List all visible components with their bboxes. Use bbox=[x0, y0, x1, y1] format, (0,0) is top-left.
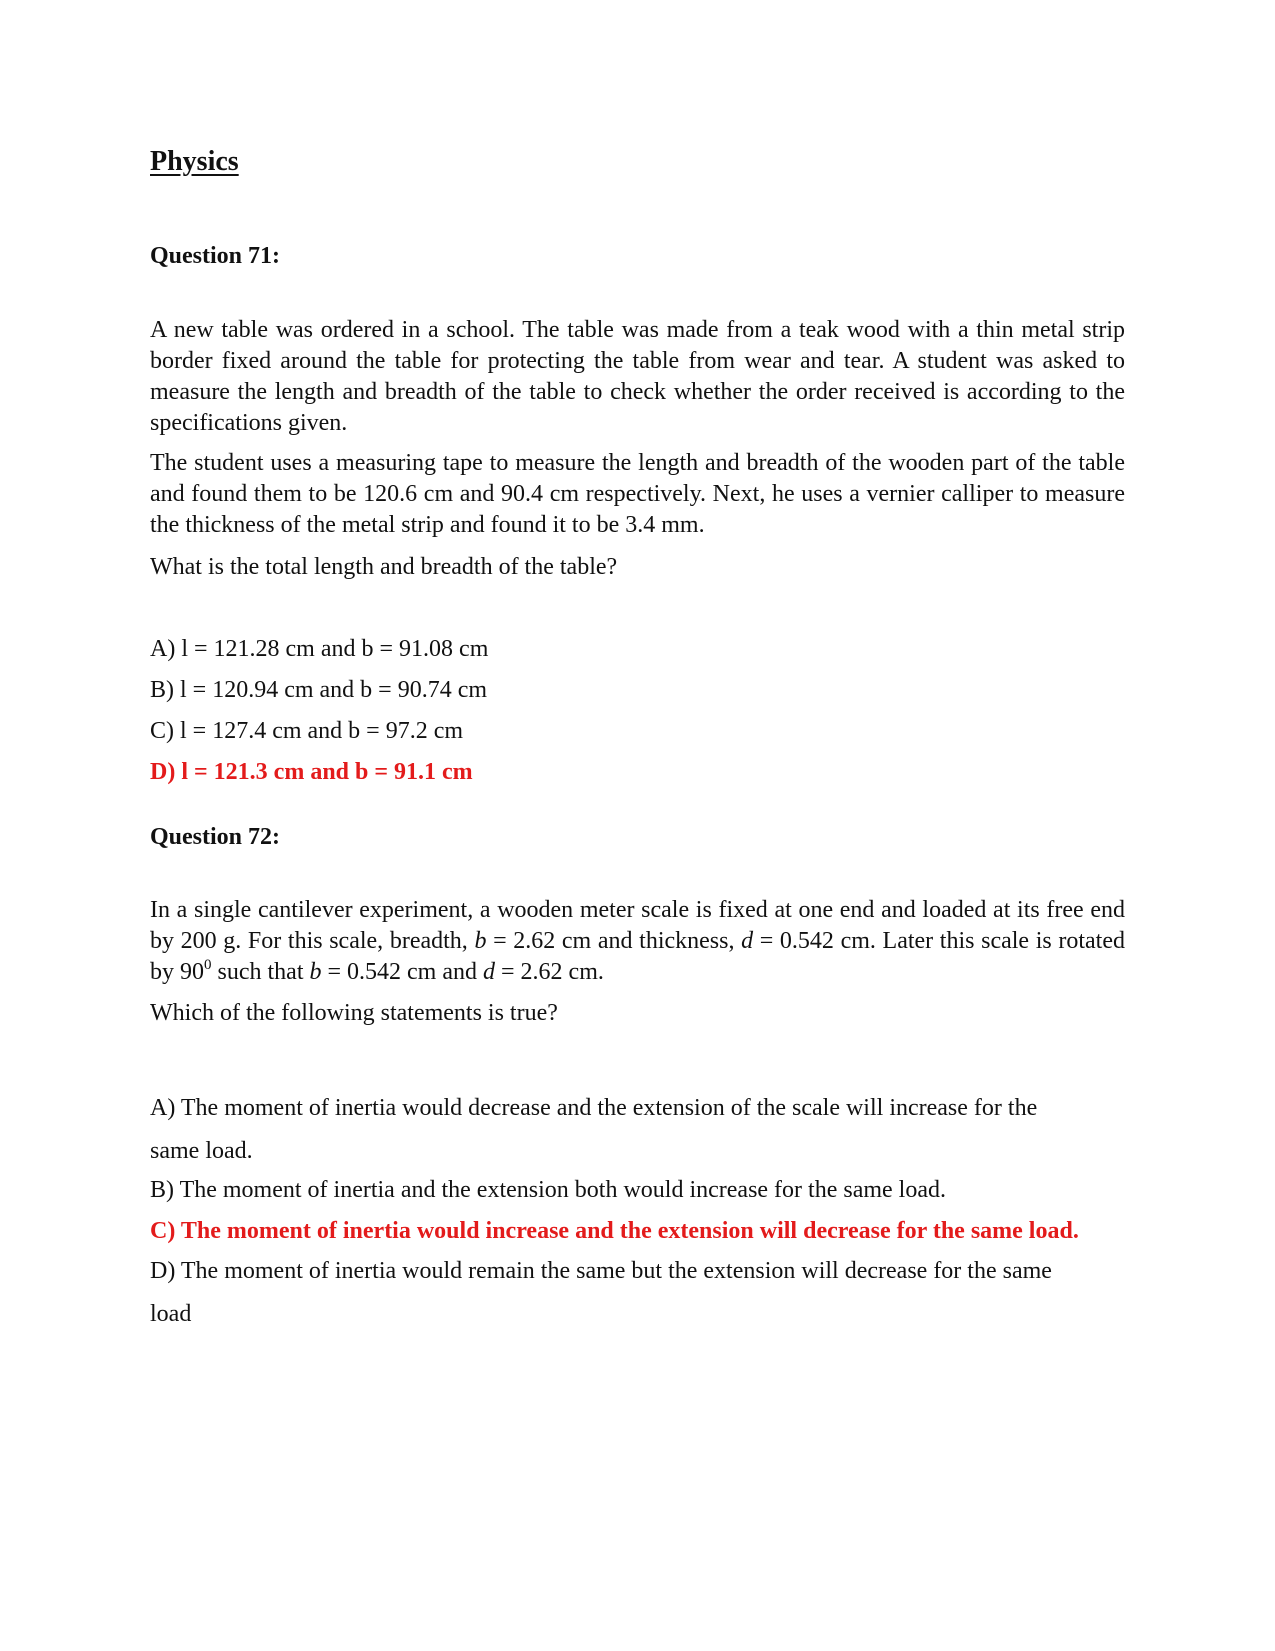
page-title: Physics bbox=[150, 146, 239, 177]
q72-var-b: b bbox=[474, 928, 487, 954]
question-72-stem: Which of the following statements is true? bbox=[150, 1000, 558, 1026]
q72-text-4: such that bbox=[211, 959, 310, 985]
q72-text-3: = 0.542 cm. Later this scale is rotated by 90 bbox=[150, 928, 1125, 985]
question-72-option-b: B) The moment of inertia and the extension both would increase for the same load. bbox=[150, 1177, 946, 1203]
question-71-heading: Question 71: bbox=[150, 243, 281, 269]
q72-text-2: = 2.62 cm and thickness, bbox=[486, 928, 742, 954]
q72-var-d: d bbox=[741, 928, 754, 954]
q72-var-b-2: b bbox=[309, 959, 322, 985]
question-72-heading: Question 72: bbox=[150, 824, 281, 850]
question-72-option-d: D) The moment of inertia would remain the same but the extension will decrease for the same load bbox=[150, 1258, 1052, 1327]
question-71-option-d-correct: D) l = 121.3 cm and b = 91.1 cm bbox=[150, 759, 473, 785]
question-71-paragraph-1: A new table was ordered in a school. The table was made from a teak wood with a thin metal strip border fixed around the table for protecting the table from wear and tear. A student was asked to measure the length and breadth of the table to check whether the order received is according to the specifications given. bbox=[150, 317, 1125, 436]
question-72-option-a: A) The moment of inertia would decrease and the extension of the scale will increase for the same load. bbox=[150, 1095, 1038, 1164]
question-71-option-b: B) l = 120.94 cm and b = 90.74 cm bbox=[150, 677, 488, 703]
question-72-paragraph bbox=[150, 895, 1125, 991]
question-72-option-c-correct: C) The moment of inertia would increase and the extension will decrease for the same load. bbox=[150, 1218, 1079, 1244]
question-71-option-a: A) l = 121.28 cm and b = 91.08 cm bbox=[150, 636, 489, 662]
q72-text-1: In a single cantilever experiment, a wooden meter scale is fixed at one end and loaded at its free end by 200 g. For this scale, breadth, bbox=[150, 897, 1125, 954]
q72-var-d-2: d bbox=[483, 959, 495, 985]
question-71-stem: What is the total length and breadth of the table? bbox=[150, 554, 618, 580]
q72-superscript: 0 bbox=[204, 957, 212, 973]
q72-text-5: = 0.542 cm and bbox=[321, 959, 483, 985]
question-71-paragraph-2: The student uses a measuring tape to measure the length and breadth of the wooden part of the table and found them to be 120.6 cm and 90.4 cm respectively. Next, he uses a vernier calliper to measure the thickness of the metal strip and found it to be 3.4 mm. bbox=[150, 450, 1125, 538]
q72-text-6: = 2.62 cm. bbox=[495, 959, 604, 985]
question-71-option-c: C) l = 127.4 cm and b = 97.2 cm bbox=[150, 718, 464, 744]
